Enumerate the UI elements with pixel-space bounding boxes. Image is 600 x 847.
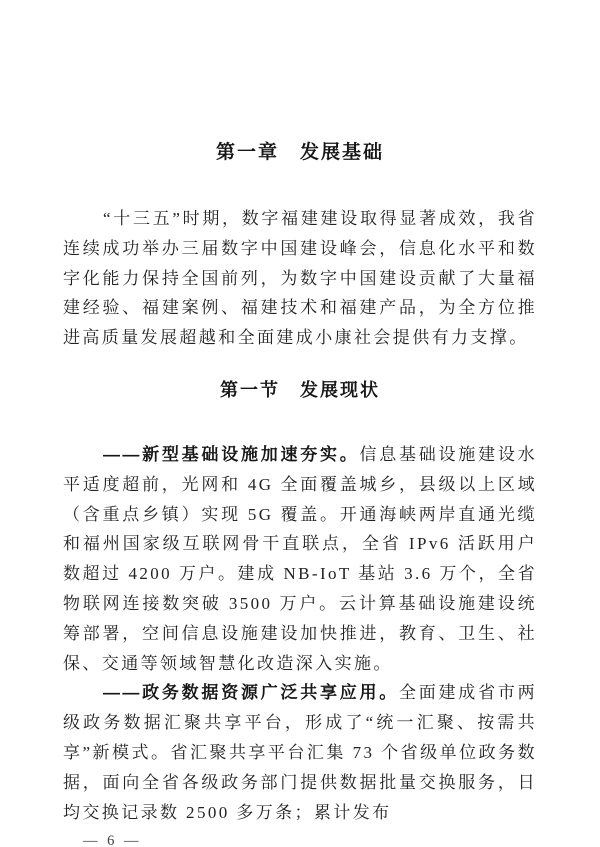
paragraph-lead: ——新型基础设施加速夯实。 — [103, 444, 360, 464]
paragraph-body: 全面建成省市两级政务数据汇聚共享平台，形成了“统一汇聚、按需共享”新模式。省汇聚共享平台汇集 73 个省级单位政务数据，面向全省各级政务部门提供数据批量交换服务，日均交换记录数 2500 多万条；累计发布 — [63, 683, 537, 822]
paragraph-lead: ——政务数据资源广泛共享应用。 — [103, 683, 400, 703]
chapter-heading: 第一章 发展基础 — [215, 142, 384, 163]
paragraph-body: 信息基础设施建设水平适度超前，光网和 4G 全面覆盖城乡，县级以上区域（含重点乡镇）实现 5G 覆盖。开通海峡两岸直通光缆和福州国家级互联网骨干直联点，全省 IPv6 活跃用户数超过 4200 万户。建成 NB-IoT 基站 3.6 万个，全省物联网连接数突破 3500 万户。云计算基础设施建设统筹部署，空间信息设施建设加快推进，教育、卫生、社保、交通等领域智慧化改造深入实施。 — [63, 444, 537, 673]
paragraph — [63, 678, 537, 827]
intro-paragraph: “十三五”时期，数字福建建设取得显著成效，我省连续成功举办三届数字中国建设峰会，信息化水平和数字化能力保持全国前列，为数字中国建设贡献了大量福建经验、福建案例、福建技术和福建产品，为全方位推进高质量发展超越和全面建成小康社会提供有力支撑。 — [63, 209, 537, 348]
page-number: — 6 — — [83, 833, 142, 847]
paragraph — [63, 440, 537, 678]
page-content — [63, 0, 537, 847]
section-heading: 第一节 发展现状 — [220, 379, 380, 400]
